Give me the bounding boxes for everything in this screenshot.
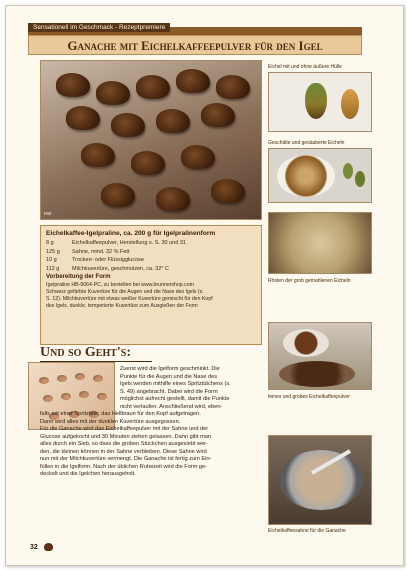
instruction-line: Für die Ganache wird das Eichelkaffeepulver mit der Sahne und der [40,426,209,432]
category-tag: Sensationell im Geschmack - Rezeptpremiere [28,23,170,32]
hedgehog-praline [181,145,215,169]
ingredient-text: Milchkuvertüre, geschmolzen, ca. 32° C [72,265,169,272]
instructions-full-width [40,411,262,479]
instruction-line: deckelt und die Igelchen herausgeholt. [40,471,136,477]
caption-cream: Eichelkaffeesahne für die Ganache [268,528,346,534]
instruction-line: füllen in die Igelform. Nach der üblichen Ruhezeit wird die Form ge- [40,463,207,470]
mold-prep-line: S. 12). Milchkuvertüre mit etwas weißer Kuvertüre gemischt für den Kopf [46,296,213,302]
instructions-beside-image [120,366,262,411]
hedgehog-praline [176,69,210,93]
mold-cavity [61,393,71,400]
ingredient-amount: 125 g [46,248,60,255]
instruction-line: Punkte für die Augen und die Nase des [120,373,218,380]
hedgehog-praline [66,106,100,130]
mold-cavity [43,395,53,402]
mold-cavity [57,375,67,382]
mold-prep-line: Igelpraline HB-9064-PC, zu bestellen bei www.brunnershop.com [46,282,194,288]
hedgehog-praline [131,151,165,175]
mold-prep-line: des Igels, dunkle, temperierte Kuvertüre zum Ausgießen der Form [46,303,198,309]
photo-acorn-coffee-powder [268,322,372,390]
ingredient-text: Trocken- oder Flüssigglucose [72,257,144,263]
photo-peeled-acorns [268,148,372,203]
instruction-line: möglichst aufrecht gestellt, damit die Punkte [120,396,230,402]
instruction-line: nicht verlaufen. Anschließend wird, eben- [120,403,223,410]
mold-prep-line: Schwarz gefärbte Kuvertüre für die Augen und die Nase des Igels (s. [46,289,204,295]
caption-roasting: Rösten der grob gemahlenen Eicheln [268,278,351,284]
pot-with-cream [279,450,363,510]
ingredient-row [46,257,256,263]
hedgehog-praline [211,179,245,203]
hedgehog-praline [156,187,190,211]
instruction-line: Zuerst wird die Igelform geschminkt. Die [120,366,220,372]
caption-peeled-acorns: Geschälte und gesäuberte Eicheln [268,140,345,146]
ingredient-row [46,249,256,255]
photo-roasting-acorns [268,212,372,274]
chocolate-icon [44,543,53,551]
mold-cavity [93,375,103,382]
bowl-of-acorns [277,155,335,197]
photo-acorns [268,72,372,132]
mold-cavity [39,377,49,384]
mold-cavity [97,393,107,400]
ingredient-text: Sahne, mind. 32 % Fett [72,248,130,255]
hedgehog-praline [81,143,115,167]
photo-credit: KW [44,211,52,216]
page-number: 32 [30,544,38,551]
instruction-line: falls mit einer Spritztüte, das Hellbraun für den Kopf aufgetragen. [40,411,201,417]
instruction-line: nun mit der Milchkuvertüre vermengt. Die Ganache ist fertig zum Ein- [40,456,212,462]
ingredient-text: Eichelkaffeepulver, Herstellung s. S. 30 und 31 [72,240,186,246]
acorn-small [343,163,353,179]
photo-acorn-coffee-cream [268,435,372,525]
hedgehog-praline [136,75,170,99]
hedgehog-praline [96,81,130,105]
ingredient-amount: 112 g [46,265,60,272]
title-bar [28,35,362,55]
hero-photo-hedgehog-pralines [40,60,262,220]
acorn-small [355,171,365,187]
instruction-line: Dann wird alles mit der dunklen Kuvertüre ausgegossen. [40,418,181,425]
hedgehog-praline [56,73,90,97]
bowl-fine-powder [283,329,329,357]
ingredient-amount: 8 g [46,240,54,246]
ingredients-box [40,225,262,345]
hedgehog-praline [111,113,145,137]
instruction-line: S. 49) angebracht. Dabei wird die Form [120,388,218,395]
page-title: Ganache mit Eichelkaffeepulver für den Igel [67,38,323,53]
instruction-line: den, die kleinen können in der Sahne verbleiben. Diese Sahne wird [40,448,207,455]
instruction-line: Igels werden mithilfe eines Spritztütchens (s. [120,381,231,387]
ingredient-amount: 10 g [46,257,57,263]
instruction-line: Glucose aufgekocht und 30 Minuten ziehen gelassen. Dann gibt man [40,433,212,440]
hedgehog-praline [101,183,135,207]
mold-cavity [79,391,89,398]
mold-prep-heading: Vorbereitung der Form [46,274,111,280]
caption-powder: feines und grobes Eichelkaffeepulver [268,394,350,400]
caption-acorns: Eichel mit und ohne äußere Hülle [268,64,342,70]
ingredients-heading: Eichelkaffee-Igelpraline, ca. 200 g für Igelpralinenform [46,230,216,237]
hedgehog-praline [201,103,235,127]
section-title: Und so Geht's: [40,345,132,360]
acorn-with-cap [305,83,327,119]
instruction-line: alles durch ein Sieb, so dass die groben Stückchen ausgesiebt wer- [40,441,208,447]
ingredient-row [46,240,256,246]
pile-coarse-powder [279,361,355,387]
hedgehog-praline [156,109,190,133]
ingredient-row [46,266,256,272]
mold-cavity [75,373,85,380]
acorn-shelled [341,89,359,119]
hedgehog-praline [216,75,250,99]
